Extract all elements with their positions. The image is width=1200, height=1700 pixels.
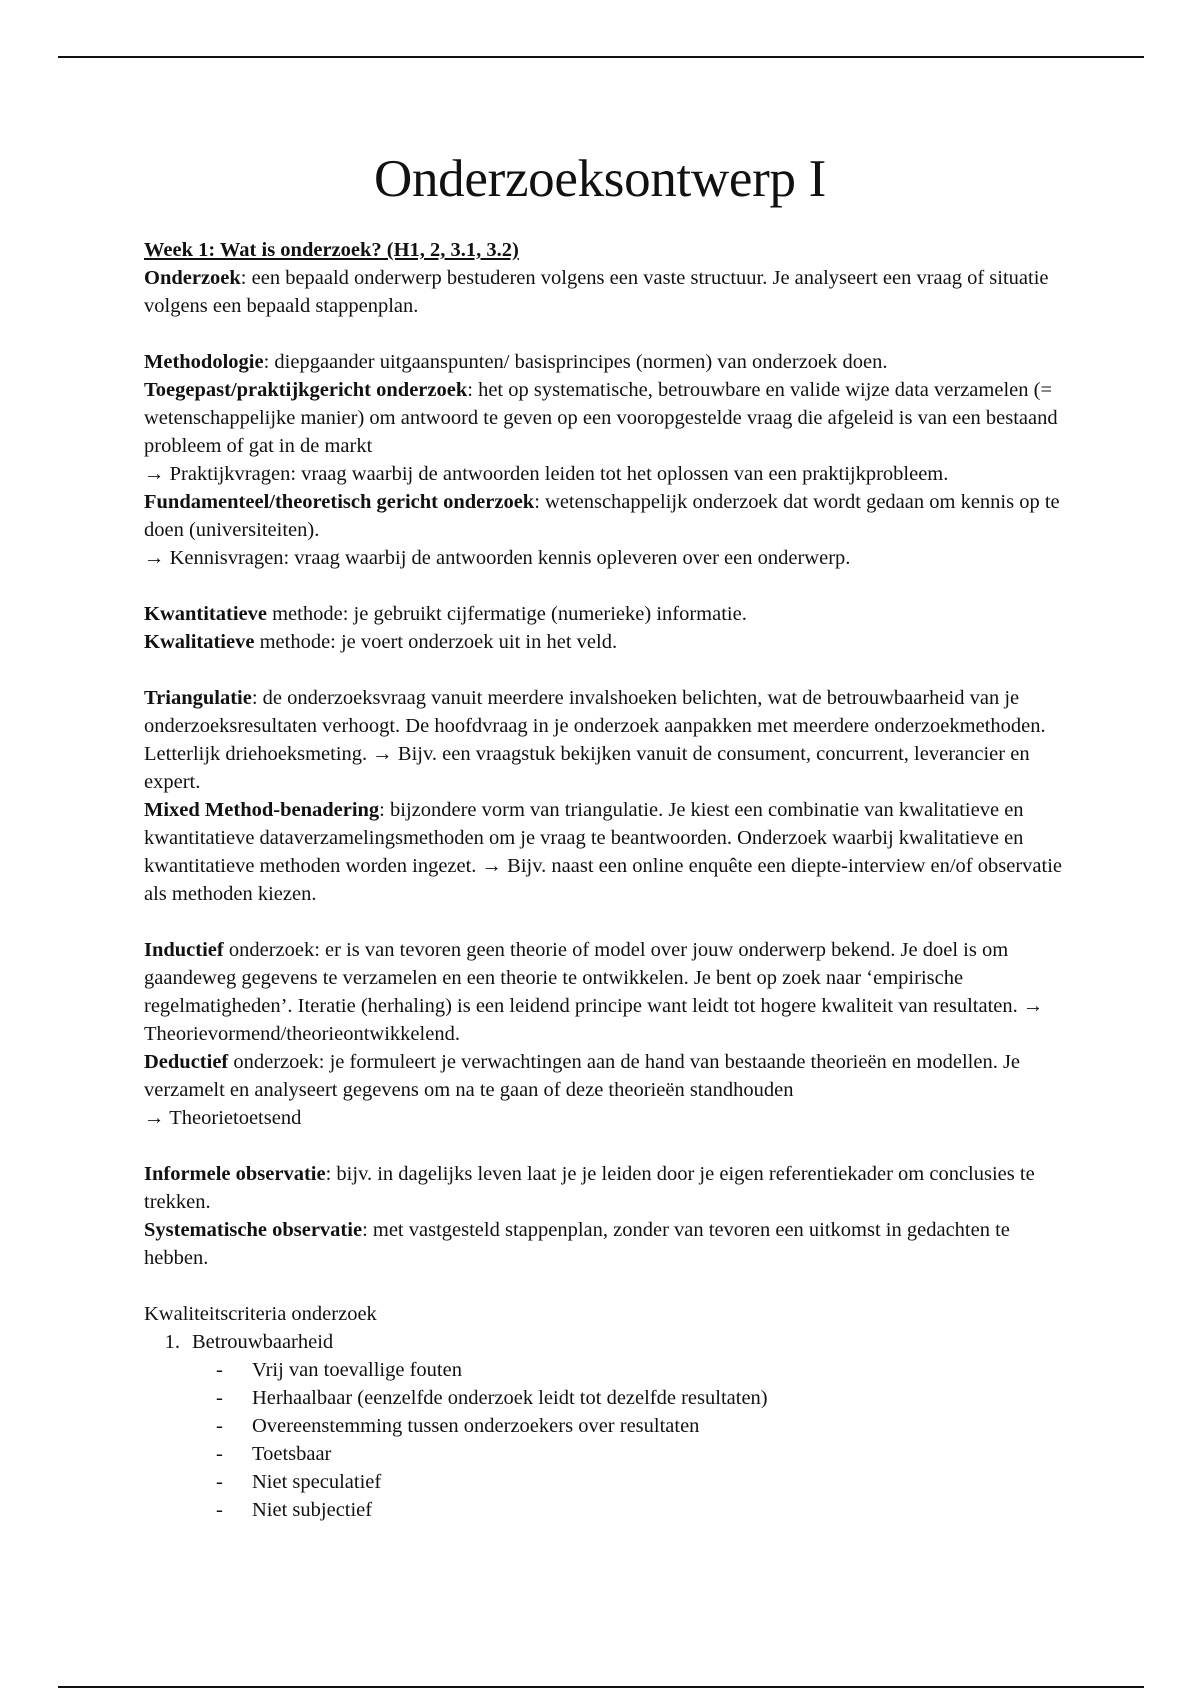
dash-bullet: -: [216, 1415, 223, 1437]
sub-list-text: Overeenstemming tussen onderzoekers over resultaten: [252, 1415, 700, 1437]
list-number: 1.: [164, 1331, 180, 1353]
dash-bullet: -: [216, 1387, 223, 1409]
sub-list-text: Niet speculatief: [252, 1471, 382, 1493]
definition-triangulatie: [144, 684, 1064, 796]
note-theorietoetsend: → Theorietoetsend: [144, 1107, 302, 1129]
definition-text: onderzoek: je formuleert je verwachtingen aan de hand van bestaande theorieën en modellen. Je verzamelt en analyseert gegevens om na te gaan of deze theorieën standhouden: [144, 1051, 1021, 1101]
list-item: [144, 1328, 1064, 1524]
term-label: Informele observatie: [144, 1163, 326, 1185]
sub-list-text: Niet subjectief: [252, 1499, 373, 1521]
spacer: [144, 1272, 1064, 1300]
term-label: Deductief: [144, 1051, 229, 1073]
term-label: Kwantitatieve: [144, 603, 267, 625]
dash-bullet: -: [216, 1499, 223, 1521]
sub-list-item: [144, 1356, 1064, 1384]
term-label: Methodologie: [144, 351, 264, 373]
definition-kwalitatieve: [144, 628, 1064, 656]
term-label: Fundamenteel/theoretisch gericht onderzoek: [144, 491, 535, 513]
spacer: [144, 908, 1064, 936]
definition-text: : bijzondere vorm van triangulatie. Je kiest een combinatie van kwalitatieve en kwantitatieve dataverzamelingsmethoden om je vraag te beantwoorden. Onderzoek waarbij kwalitatieve en kwantitatieve methoden worden ingezet. → Bijv. naast een online enquête een diepte-interview en/of observatie als methoden kiezen.: [144, 799, 1062, 905]
bottom-rule: [58, 1686, 1144, 1688]
term-label: Toegepast/praktijkgericht onderzoek: [144, 379, 468, 401]
note-praktijkvragen: → Praktijkvragen: vraag waarbij de antwoorden leiden tot het oplossen van een praktijkprobleem.: [144, 463, 949, 485]
dash-bullet: -: [216, 1359, 223, 1381]
sub-list-text: Herhaalbaar (eenzelfde onderzoek leidt tot dezelfde resultaten): [252, 1387, 768, 1409]
page-title: Onderzoeksontwerp I: [374, 150, 826, 208]
dash-bullet: -: [216, 1471, 223, 1493]
definition-toegepast: [144, 376, 1064, 460]
term-label: Mixed Method-benadering: [144, 799, 380, 821]
definition-inductief: [144, 936, 1064, 1048]
definition-text: : het op systematische, betrouwbare en valide wijze data verzamelen (= wetenschappelijke manier) om antwoord te geven op een vooropgestelde vraag die afgeleid is van een bestaand probleem of gat in de markt: [144, 379, 1058, 457]
definition-systematische-observatie: [144, 1216, 1064, 1272]
sub-list-item: [144, 1468, 1064, 1496]
definition-onderzoek: [144, 264, 1064, 320]
spacer: [144, 656, 1064, 684]
kwaliteitscriteria-heading: Kwaliteitscriteria onderzoek: [144, 1303, 377, 1325]
term-label: Kwalitatieve: [144, 631, 255, 653]
definition-kwantitatieve: [144, 600, 1064, 628]
definition-text: methode: je voert onderzoek uit in het veld.: [254, 631, 618, 653]
spacer: [144, 320, 1064, 348]
definition-text: onderzoek: er is van tevoren geen theorie of model over jouw onderwerp bekend. Je doel is om gaandeweg gegevens te verzamelen en een theorie te ontwikkelen. Je bent op zoek naar ‘empirische regelmatigheden’. Iteratie (herhaling) is een leidend principe want leidt tot hogere kwaliteit van resultaten. → Theorievormend/theorieontwikkelend.: [144, 939, 1044, 1045]
sub-list-item: [144, 1412, 1064, 1440]
definition-text: : wetenschappelijk onderzoek dat wordt gedaan om kennis op te doen (universiteiten).: [144, 491, 1060, 541]
definition-text: : een bepaald onderwerp bestuderen volgens een vaste structuur. Je analyseert een vraag of situatie volgens een bepaald stappenplan.: [144, 267, 1049, 317]
definition-deductief: [144, 1048, 1064, 1104]
term-label: Systematische observatie: [144, 1219, 363, 1241]
note-kennisvragen: → Kennisvragen: vraag waarbij de antwoorden kennis opleveren over een onderwerp.: [144, 547, 851, 569]
definition-text: : bijv. in dagelijks leven laat je je leiden door je eigen referentiekader om conclusies te trekken.: [144, 1163, 1035, 1213]
sub-list-item: [144, 1440, 1064, 1468]
sub-list-text: Toetsbaar: [252, 1443, 332, 1465]
sub-list-text: Vrij van toevallige fouten: [252, 1359, 462, 1381]
definition-text: methode: je gebruikt cijfermatige (numerieke) informatie.: [266, 603, 747, 625]
definition-text: : met vastgesteld stappenplan, zonder van tevoren een uitkomst in gedachten te hebben.: [144, 1219, 1010, 1269]
term-label: Inductief: [144, 939, 224, 961]
spacer: [144, 1132, 1064, 1160]
week-heading: [144, 236, 1064, 264]
definition-informele-observatie: [144, 1160, 1064, 1216]
spacer: [144, 572, 1064, 600]
definition-mixed-method: [144, 796, 1064, 908]
definition-fundamenteel: [144, 488, 1064, 544]
document-body: [144, 236, 1064, 1524]
top-rule: [58, 56, 1144, 58]
sub-list-item: [144, 1384, 1064, 1412]
definition-text: : diepgaander uitgaanspunten/ basisprincipes (normen) van onderzoek doen.: [263, 351, 888, 373]
sub-list-item: [144, 1496, 1064, 1524]
dash-bullet: -: [216, 1443, 223, 1465]
term-label: Onderzoek: [144, 267, 241, 289]
definition-text: : de onderzoeksvraag vanuit meerdere invalshoeken belichten, wat de betrouwbaarheid van je onderzoeksresultaten verhoogt. De hoofdvraag in je onderzoek aanpakken met meerdere onderzoekmethoden. Letterlijk driehoeksmeting. → Bijv. een vraagstuk bekijken vanuit de consument, concurrent, leverancier en expert.: [144, 687, 1046, 793]
term-label: Triangulatie: [144, 687, 252, 709]
sub-list: [144, 1356, 1064, 1524]
week-heading-text: Week 1: Wat is onderzoek? (H1, 2, 3.1, 3.2): [144, 239, 519, 261]
definition-methodologie: [144, 348, 1064, 376]
kwaliteitscriteria-list: [144, 1328, 1064, 1524]
list-item-label: Betrouwbaarheid: [192, 1331, 334, 1353]
